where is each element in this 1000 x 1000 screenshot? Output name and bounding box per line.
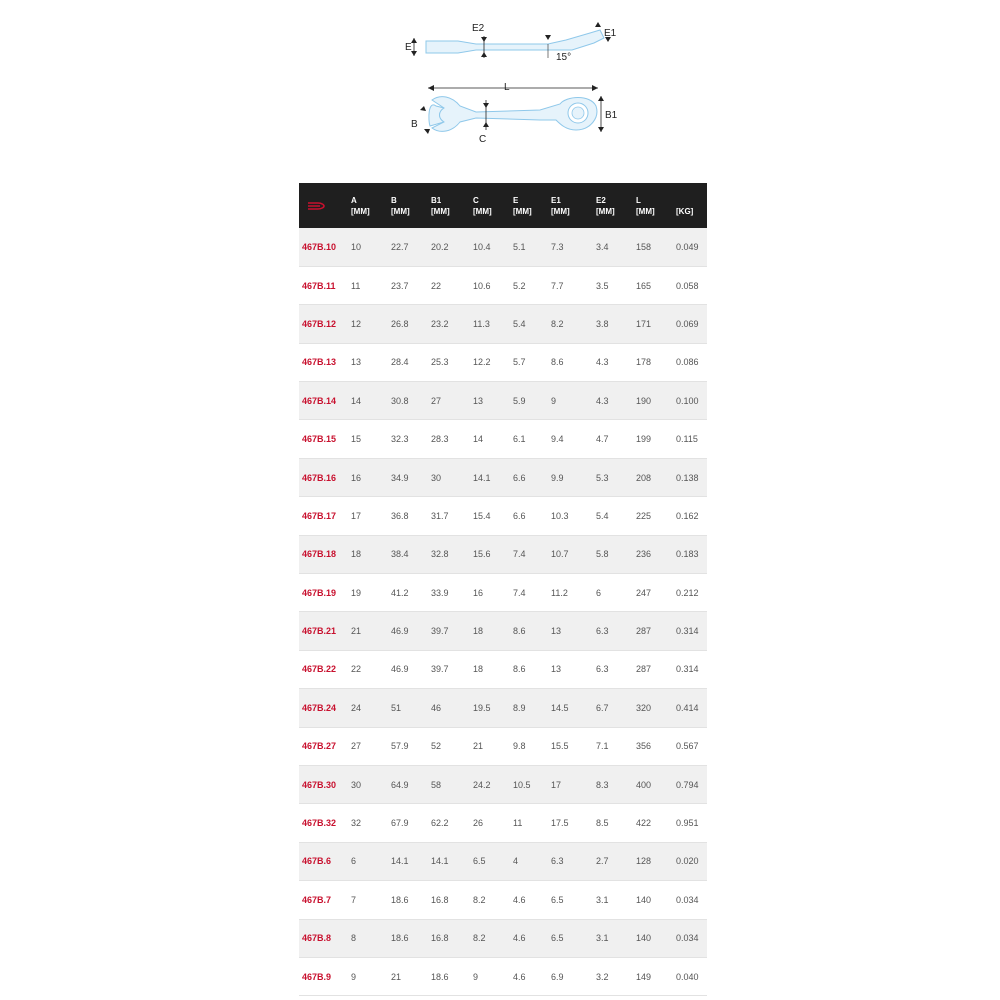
table-cell: 23.2 <box>431 318 449 329</box>
table-cell: 10.3 <box>551 510 569 521</box>
column-header <box>431 183 473 228</box>
table-cell: 23.7 <box>391 280 409 291</box>
table-cell: 41.2 <box>391 587 409 598</box>
wrench-dimension-diagram <box>0 0 1000 160</box>
table-cell: 5.2 <box>513 280 526 291</box>
table-cell: 320 <box>636 702 652 713</box>
table-row <box>299 765 707 803</box>
table-cell: 17 <box>551 779 562 790</box>
table-row <box>299 305 707 343</box>
label-l: L <box>504 82 510 93</box>
table-cell: 165 <box>636 280 652 291</box>
table-cell: 27 <box>431 395 442 406</box>
table-cell: 24 <box>351 702 362 713</box>
table-cell: 13 <box>551 626 562 637</box>
table-cell: 30 <box>351 779 362 790</box>
table-cell: 6.9 <box>551 971 564 982</box>
column-header-unit: [MM] <box>431 206 450 216</box>
table-cell: 26.8 <box>391 318 409 329</box>
table-cell: 149 <box>636 971 652 982</box>
product-reference: 467B.9 <box>302 971 332 982</box>
table-cell: 15 <box>351 434 362 445</box>
table-cell: 52 <box>431 741 442 752</box>
table-cell: 22.7 <box>391 241 409 252</box>
label-angle: 15° <box>556 52 572 63</box>
product-reference: 467B.12 <box>302 318 337 329</box>
table-cell: 0.414 <box>676 702 699 713</box>
table-cell: 8.2 <box>551 318 564 329</box>
table-row <box>299 957 707 995</box>
table-cell: 13 <box>551 664 562 675</box>
table-cell: 0.794 <box>676 779 699 790</box>
label-e2: E2 <box>472 23 485 34</box>
table-cell: 8.2 <box>473 933 486 944</box>
label-e: E <box>405 42 412 53</box>
table-cell: 62.2 <box>431 818 449 829</box>
column-header <box>596 183 636 228</box>
table-cell: 27 <box>351 741 362 752</box>
table-cell: 31.7 <box>431 510 449 521</box>
table-cell: 4.7 <box>596 434 609 445</box>
column-header-name: E1 <box>551 195 561 205</box>
table-cell: 0.034 <box>676 894 699 905</box>
table-cell: 28.4 <box>391 357 409 368</box>
table-cell: 225 <box>636 510 652 521</box>
column-header-unit: [MM] <box>391 206 410 216</box>
brand-logo-cell <box>299 183 351 228</box>
table-cell: 20.2 <box>431 241 449 252</box>
table-cell: 12 <box>351 318 362 329</box>
table-cell: 58 <box>431 779 442 790</box>
table-cell: 236 <box>636 549 652 560</box>
table-cell: 5.9 <box>513 395 526 406</box>
table-cell: 3.2 <box>596 971 609 982</box>
table-cell: 46 <box>431 702 442 713</box>
table-cell: 30.8 <box>391 395 409 406</box>
table-cell: 39.7 <box>431 664 449 675</box>
table-cell: 46.9 <box>391 626 409 637</box>
table-row <box>299 228 707 266</box>
column-header-name: L <box>636 195 641 205</box>
column-header-unit: [MM] <box>513 206 532 216</box>
product-reference: 467B.10 <box>302 241 337 252</box>
table-cell: 21 <box>391 971 402 982</box>
table-cell: 15.6 <box>473 549 491 560</box>
table-row <box>299 612 707 650</box>
table-cell: 18.6 <box>431 971 449 982</box>
table-row <box>299 382 707 420</box>
table-cell: 22 <box>431 280 442 291</box>
column-header <box>473 183 513 228</box>
table-cell: 9.8 <box>513 741 526 752</box>
table-row <box>299 804 707 842</box>
table-cell: 287 <box>636 664 652 675</box>
product-reference: 467B.14 <box>302 395 337 406</box>
table-cell: 4.6 <box>513 933 526 944</box>
table-cell: 18.6 <box>391 933 409 944</box>
table-cell: 5.8 <box>596 549 609 560</box>
column-header-name: B1 <box>431 195 442 205</box>
table-row <box>299 727 707 765</box>
table-cell: 6.3 <box>596 626 609 637</box>
table-row <box>299 497 707 535</box>
table-body <box>299 228 707 996</box>
table-cell: 4 <box>513 856 519 867</box>
product-reference: 467B.13 <box>302 357 337 368</box>
table-cell: 8.6 <box>513 626 526 637</box>
product-reference: 467B.30 <box>302 779 337 790</box>
table-cell: 10 <box>351 241 362 252</box>
product-reference: 467B.6 <box>302 856 332 867</box>
table-cell: 11.2 <box>551 587 568 598</box>
table-cell: 6.6 <box>513 472 526 483</box>
table-cell: 5.3 <box>596 472 609 483</box>
table-cell: 46.9 <box>391 664 409 675</box>
table-row <box>299 420 707 458</box>
table-cell: 0.567 <box>676 741 699 752</box>
product-reference: 467B.19 <box>302 587 337 598</box>
product-reference: 467B.21 <box>302 626 337 637</box>
table-cell: 9 <box>473 971 479 982</box>
wrench-side-body <box>426 30 604 53</box>
table-cell: 0.034 <box>676 933 699 944</box>
column-header-unit: [MM] <box>473 206 492 216</box>
table-row <box>299 881 707 919</box>
table-cell: 17.5 <box>551 818 569 829</box>
table-cell: 24.2 <box>473 779 491 790</box>
table-cell: 7.3 <box>551 241 564 252</box>
table-cell: 6.3 <box>596 664 609 675</box>
table-cell: 6 <box>351 856 357 867</box>
table-cell: 7 <box>351 894 357 905</box>
table-cell: 15.4 <box>473 510 491 521</box>
table-cell: 14.1 <box>473 472 491 483</box>
column-header-unit: [MM] <box>551 206 570 216</box>
product-reference: 467B.8 <box>302 933 332 944</box>
table-cell: 13 <box>473 395 484 406</box>
column-header-name: B <box>391 195 397 205</box>
table-row <box>299 842 707 880</box>
table-cell: 33.9 <box>431 587 449 598</box>
table-cell: 171 <box>636 318 652 329</box>
table-cell: 34.9 <box>391 472 409 483</box>
table-cell: 28.3 <box>431 434 449 445</box>
table-cell: 8.6 <box>551 357 564 368</box>
table-cell: 5.1 <box>513 241 526 252</box>
table-cell: 6.5 <box>551 894 564 905</box>
column-header-name: A <box>351 195 357 205</box>
column-header-unit: [MM] <box>596 206 615 216</box>
table-cell: 21 <box>473 741 484 752</box>
wrench-brand-icon <box>307 201 325 211</box>
table-cell: 18 <box>473 664 484 675</box>
table-cell: 422 <box>636 818 652 829</box>
table-cell: 5.7 <box>513 357 526 368</box>
column-header-name <box>676 195 707 206</box>
table-cell: 19.5 <box>473 702 491 713</box>
table-cell: 3.8 <box>596 318 609 329</box>
table-cell: 4.6 <box>513 971 526 982</box>
table-cell: 4.3 <box>596 357 609 368</box>
table-cell: 8.9 <box>513 702 526 713</box>
column-header <box>513 183 551 228</box>
column-header <box>636 183 676 228</box>
product-reference: 467B.27 <box>302 741 337 752</box>
column-header-unit: [MM] <box>636 206 655 216</box>
table-cell: 16.8 <box>431 894 449 905</box>
table-cell: 0.086 <box>676 357 699 368</box>
table-cell: 10.4 <box>473 241 491 252</box>
table-row <box>299 689 707 727</box>
table-cell: 9 <box>551 395 557 406</box>
table-cell: 18 <box>351 549 362 560</box>
table-cell: 0.049 <box>676 241 699 252</box>
wrench-spec-table <box>299 183 707 996</box>
table-cell: 140 <box>636 894 652 905</box>
table-cell: 14.5 <box>551 702 569 713</box>
table-cell: 18.6 <box>391 894 409 905</box>
table-cell: 5.4 <box>596 510 609 521</box>
table-row <box>299 574 707 612</box>
table-cell: 9 <box>351 971 357 982</box>
table-cell: 14.1 <box>391 856 409 867</box>
table-cell: 6 <box>596 587 602 598</box>
table-cell: 158 <box>636 241 652 252</box>
table-cell: 208 <box>636 472 652 483</box>
table-cell: 12.2 <box>473 357 491 368</box>
table-cell: 6.1 <box>513 434 526 445</box>
table-cell: 0.951 <box>676 818 699 829</box>
product-reference: 467B.7 <box>302 894 332 905</box>
column-header <box>391 183 431 228</box>
table-cell: 15.5 <box>551 741 569 752</box>
table-cell: 247 <box>636 587 652 598</box>
table-cell: 32.8 <box>431 549 449 560</box>
table-cell: 190 <box>636 395 652 406</box>
product-reference: 467B.24 <box>302 702 337 713</box>
label-b: B <box>411 119 418 130</box>
table-cell: 10.7 <box>551 549 569 560</box>
column-header-unit: [KG] <box>676 206 694 216</box>
wrench-side-view <box>405 22 617 63</box>
table-cell: 0.020 <box>676 856 699 867</box>
column-header-name: E <box>513 195 519 205</box>
table-cell: 36.8 <box>391 510 409 521</box>
column-header-name: E2 <box>596 195 606 205</box>
table-cell: 6.5 <box>551 933 564 944</box>
product-reference: 467B.17 <box>302 510 337 521</box>
label-c: C <box>479 134 487 145</box>
product-reference: 467B.32 <box>302 818 337 829</box>
column-header-unit: [MM] <box>351 206 370 216</box>
table-cell: 11 <box>351 280 361 291</box>
wrench-top-view <box>411 82 618 145</box>
table-cell: 5.4 <box>513 318 526 329</box>
product-reference: 467B.11 <box>302 280 336 291</box>
table-cell: 8.6 <box>513 664 526 675</box>
table-cell: 64.9 <box>391 779 409 790</box>
table-cell: 19 <box>351 587 362 598</box>
column-header <box>351 183 391 228</box>
table-cell: 0.069 <box>676 318 699 329</box>
product-reference: 467B.15 <box>302 434 337 445</box>
table-cell: 287 <box>636 626 652 637</box>
table-cell: 16.8 <box>431 933 449 944</box>
table-cell: 51 <box>391 702 402 713</box>
column-header <box>676 183 707 228</box>
table-cell: 6.5 <box>473 856 486 867</box>
table-cell: 14 <box>473 434 484 445</box>
label-e1: E1 <box>604 28 617 39</box>
table-cell: 16 <box>351 472 362 483</box>
table-cell: 356 <box>636 741 652 752</box>
table-cell: 6.6 <box>513 510 526 521</box>
table-cell: 0.314 <box>676 626 699 637</box>
table-cell: 26 <box>473 818 484 829</box>
table-cell: 6.3 <box>551 856 564 867</box>
table-cell: 140 <box>636 933 652 944</box>
table-cell: 11 <box>513 818 523 829</box>
table-cell: 4.3 <box>596 395 609 406</box>
table-cell: 18 <box>473 626 484 637</box>
table-cell: 128 <box>636 856 652 867</box>
table-cell: 17 <box>351 510 362 521</box>
table-cell: 57.9 <box>391 741 409 752</box>
table-cell: 25.3 <box>431 357 449 368</box>
table-cell: 10.5 <box>513 779 531 790</box>
table-cell: 7.4 <box>513 549 526 560</box>
table-cell: 3.1 <box>596 894 609 905</box>
table-row <box>299 343 707 381</box>
table-cell: 178 <box>636 357 652 368</box>
table-cell: 3.4 <box>596 241 609 252</box>
table-cell: 0.040 <box>676 971 699 982</box>
table-cell: 9.9 <box>551 472 564 483</box>
table-cell: 8.3 <box>596 779 609 790</box>
table-cell: 0.162 <box>676 510 699 521</box>
table-row <box>299 458 707 496</box>
table-cell: 0.138 <box>676 472 699 483</box>
table-cell: 21 <box>351 626 362 637</box>
table-cell: 7.7 <box>551 280 564 291</box>
table-cell: 4.6 <box>513 894 526 905</box>
table-cell: 32.3 <box>391 434 409 445</box>
table-cell: 30 <box>431 472 442 483</box>
table-cell: 14.1 <box>431 856 449 867</box>
column-header <box>551 183 596 228</box>
product-reference: 467B.18 <box>302 549 337 560</box>
table-row <box>299 266 707 304</box>
table-cell: 0.058 <box>676 280 699 291</box>
table-row <box>299 650 707 688</box>
table-cell: 67.9 <box>391 818 409 829</box>
table-cell: 16 <box>473 587 484 598</box>
table-cell: 6.7 <box>596 702 609 713</box>
table-cell: 199 <box>636 434 652 445</box>
table-cell: 13 <box>351 357 362 368</box>
table-row <box>299 535 707 573</box>
table-cell: 22 <box>351 664 362 675</box>
table-cell: 0.212 <box>676 587 699 598</box>
table-cell: 0.183 <box>676 549 699 560</box>
table-cell: 32 <box>351 818 362 829</box>
table-cell: 0.314 <box>676 664 699 675</box>
table-cell: 38.4 <box>391 549 409 560</box>
table-cell: 14 <box>351 395 362 406</box>
table-cell: 0.115 <box>676 434 698 445</box>
table-cell: 3.5 <box>596 280 609 291</box>
table-header-row <box>299 183 707 228</box>
table-cell: 7.4 <box>513 587 526 598</box>
table-cell: 9.4 <box>551 434 564 445</box>
product-reference: 467B.16 <box>302 472 337 483</box>
table-cell: 3.1 <box>596 933 609 944</box>
table-cell: 11.3 <box>473 318 490 329</box>
table-cell: 8 <box>351 933 357 944</box>
label-b1: B1 <box>605 110 618 121</box>
table-cell: 10.6 <box>473 280 491 291</box>
product-reference: 467B.22 <box>302 664 337 675</box>
table-cell: 8.5 <box>596 818 609 829</box>
table-row <box>299 919 707 957</box>
table-cell: 400 <box>636 779 652 790</box>
table-cell: 8.2 <box>473 894 486 905</box>
table-cell: 0.100 <box>676 395 699 406</box>
table-cell: 2.7 <box>596 856 609 867</box>
column-header-name: C <box>473 195 479 205</box>
table-cell: 7.1 <box>596 741 609 752</box>
table-cell: 39.7 <box>431 626 449 637</box>
